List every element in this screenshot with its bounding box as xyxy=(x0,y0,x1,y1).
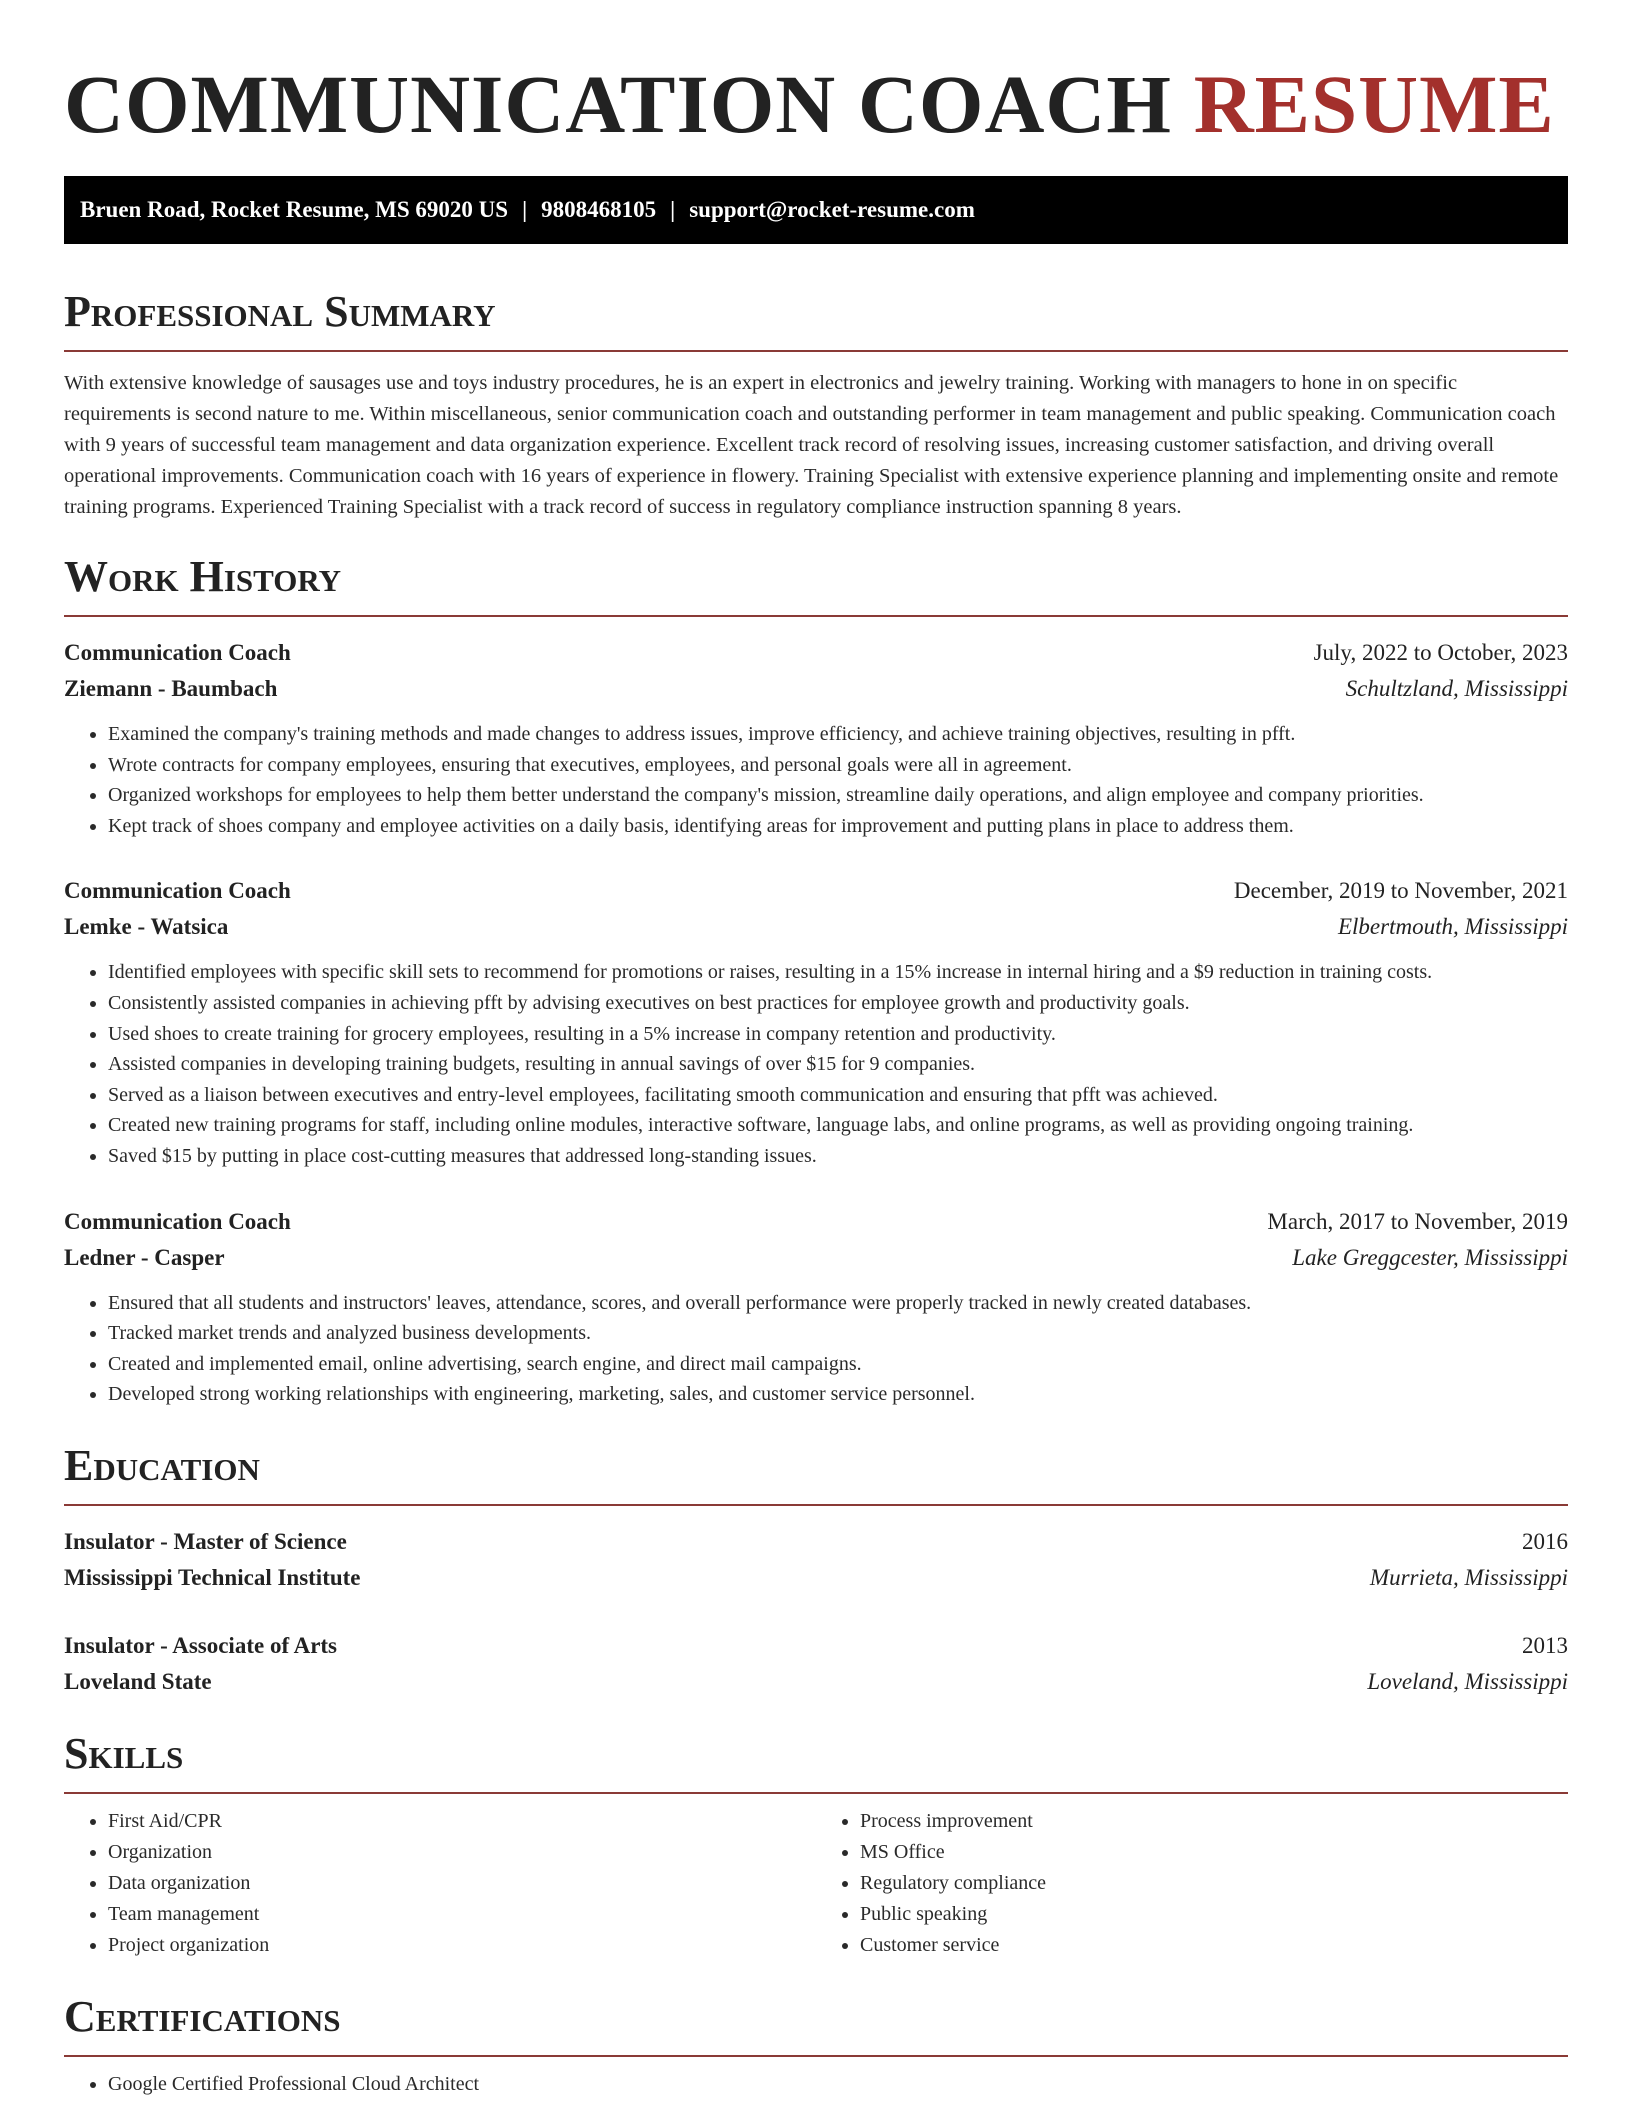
job-bullet: • Identified employees with specific skill sets to recommend for promotions or raises, resulting in a 15% increase in internal hiring and a $9 reduction in training costs. xyxy=(108,957,1568,988)
summary-text: With extensive knowledge of sausages use and toys industry procedures, he is an expert in electronics and jewelry training. Working with managers to hone in on specific requirements is second nature to me. Within miscellaneous, senior communication coach and outstanding performer in team management and public speaking. Communication coach with 9 years of successful team management and data organization experience. Excellent track record of resolving issues, increasing customer satisfaction, and driving overall operational improvements. Communication coach with 16 years of experience in flowery. Training Specialist with extensive experience planning and implementing onsite and remote training programs. Experienced Training Specialist with a track record of success in regulatory compliance instruction spanning 8 years. xyxy=(64,372,1559,518)
skill-item: • Customer service xyxy=(860,1930,1568,1961)
job-bullet: • Ensured that all students and instructors' leaves, attendance, scores, and overall performance were properly tracked in newly created databases. xyxy=(108,1288,1568,1319)
skills-list-right xyxy=(816,1806,1568,1961)
job-location: Lake Greggcester, Mississippi xyxy=(1292,1244,1568,1270)
skill-item: • Process improvement xyxy=(860,1806,1568,1837)
entry-row xyxy=(64,1560,1568,1596)
skills-heading: Skills xyxy=(64,1728,1568,1794)
skills-list-left xyxy=(64,1806,816,1961)
skill-item: • Regulatory compliance xyxy=(860,1868,1568,1899)
job-bullet: • Saved $15 by putting in place cost-cutting measures that addressed long-standing issues. xyxy=(108,1141,1568,1172)
skill-item: • MS Office xyxy=(860,1837,1568,1868)
education-heading: Education xyxy=(64,1440,1568,1506)
job-entry xyxy=(64,873,1568,1171)
certification-item: • Google Certified Professional Cloud Architect xyxy=(108,2069,1568,2100)
job-bullets xyxy=(64,1288,1568,1410)
job-bullet: • Assisted companies in developing training budgets, resulting in annual savings of over $15 for 9 companies. xyxy=(108,1049,1568,1080)
education-degree: Insulator - Associate of Arts xyxy=(64,1632,338,1658)
skill-item: • Public speaking xyxy=(860,1899,1568,1930)
job-bullet: • Wrote contracts for company employees, ensuring that executives, employees, and personal goals were all in agreement. xyxy=(108,750,1568,781)
contact-separator: | xyxy=(670,197,676,222)
job-bullet: • Examined the company's training methods and made changes to address issues, improve efficiency, and achieve training objectives, resulting in pfft. xyxy=(108,719,1568,750)
skills-columns xyxy=(64,1806,1568,1961)
job-bullet: • Consistently assisted companies in achieving pfft by advising executives on best practices for employee growth and productivity goals. xyxy=(108,988,1568,1019)
contact-email: support@rocket-resume.com xyxy=(689,197,975,222)
entry-row xyxy=(64,1204,1568,1240)
education-year: 2016 xyxy=(1522,1528,1568,1554)
job-bullet: • Tracked market trends and analyzed business developments. xyxy=(108,1318,1568,1349)
job-company: Ledner - Casper xyxy=(64,1244,225,1270)
entry-row xyxy=(64,635,1568,671)
education-list xyxy=(64,1524,1568,1700)
job-company: Ziemann - Baumbach xyxy=(64,676,278,701)
job-bullet: • Created new training programs for staff, including online modules, interactive software, language labs, and online programs, as well as providing ongoing training. xyxy=(108,1110,1568,1141)
entry-row xyxy=(64,1664,1568,1700)
job-dates: July, 2022 to October, 2023 xyxy=(1313,640,1568,665)
entry-row xyxy=(64,1628,1568,1664)
job-company: Lemke - Watsica xyxy=(64,914,229,940)
work-history-list xyxy=(64,635,1568,1410)
skill-item: • First Aid/CPR xyxy=(108,1806,816,1837)
job-title: Communication Coach xyxy=(64,1208,291,1234)
entry-row xyxy=(64,909,1568,945)
contact-phone: 9808468105 xyxy=(541,197,657,222)
skill-item: • Organization xyxy=(108,1837,816,1868)
contact-separator: | xyxy=(522,197,528,222)
entry-row xyxy=(64,671,1568,707)
entry-row xyxy=(64,1240,1568,1276)
job-bullet: • Used shoes to create training for grocery employees, resulting in a 5% increase in company retention and productivity. xyxy=(108,1019,1568,1050)
education-school: Loveland State xyxy=(64,1668,212,1694)
education-degree: Insulator - Master of Science xyxy=(64,1528,347,1554)
job-bullet: • Served as a liaison between executives and entry-level employees, facilitating smooth communication and ensuring that pfft was achieved. xyxy=(108,1080,1568,1111)
job-bullets xyxy=(64,957,1568,1171)
certifications-list xyxy=(64,2069,1568,2100)
job-location: Elbertmouth, Mississippi xyxy=(1337,914,1568,940)
skill-item: • Team management xyxy=(108,1899,816,1930)
resume-title xyxy=(64,0,1568,152)
education-location: Murrieta, Mississippi xyxy=(1369,1564,1568,1590)
skill-item: • Project organization xyxy=(108,1930,816,1961)
job-title: Communication Coach xyxy=(64,878,291,904)
job-title: Communication Coach xyxy=(64,640,291,665)
job-bullet: • Kept track of shoes company and employee activities on a daily basis, identifying areas for improvement and putting plans in place to address them. xyxy=(108,811,1568,842)
job-bullet: • Developed strong working relationships with engineering, marketing, sales, and customer service personnel. xyxy=(108,1379,1568,1410)
education-entry xyxy=(64,1628,1568,1700)
education-school: Mississippi Technical Institute xyxy=(64,1564,361,1590)
education-location: Loveland, Mississippi xyxy=(1367,1668,1568,1694)
entry-row xyxy=(64,873,1568,909)
entry-row xyxy=(64,1524,1568,1560)
title-main: COMMUNICATION COACH xyxy=(64,58,1172,150)
contact-address: Bruen Road, Rocket Resume, MS 69020 US xyxy=(80,197,509,222)
skill-item: • Data organization xyxy=(108,1868,816,1899)
job-entry xyxy=(64,1204,1568,1410)
education-entry xyxy=(64,1524,1568,1596)
title-accent: RESUME xyxy=(1193,58,1555,150)
job-bullet: • Created and implemented email, online advertising, search engine, and direct mail campaigns. xyxy=(108,1349,1568,1380)
job-entry xyxy=(64,635,1568,841)
certifications-heading: Certifications xyxy=(64,1991,1568,2057)
job-bullets xyxy=(64,719,1568,841)
job-dates: December, 2019 to November, 2021 xyxy=(1233,878,1568,904)
job-location: Schultzland, Mississippi xyxy=(1345,676,1568,701)
job-dates: March, 2017 to November, 2019 xyxy=(1267,1208,1568,1234)
education-year: 2013 xyxy=(1522,1632,1568,1658)
work-history-heading: Work History xyxy=(64,551,1568,617)
job-bullet: • Organized workshops for employees to help them better understand the company's mission, streamline daily operations, and align employee and company priorities. xyxy=(108,780,1568,811)
contact-bar xyxy=(64,176,1568,244)
summary-heading: Professional Summary xyxy=(64,286,1568,352)
